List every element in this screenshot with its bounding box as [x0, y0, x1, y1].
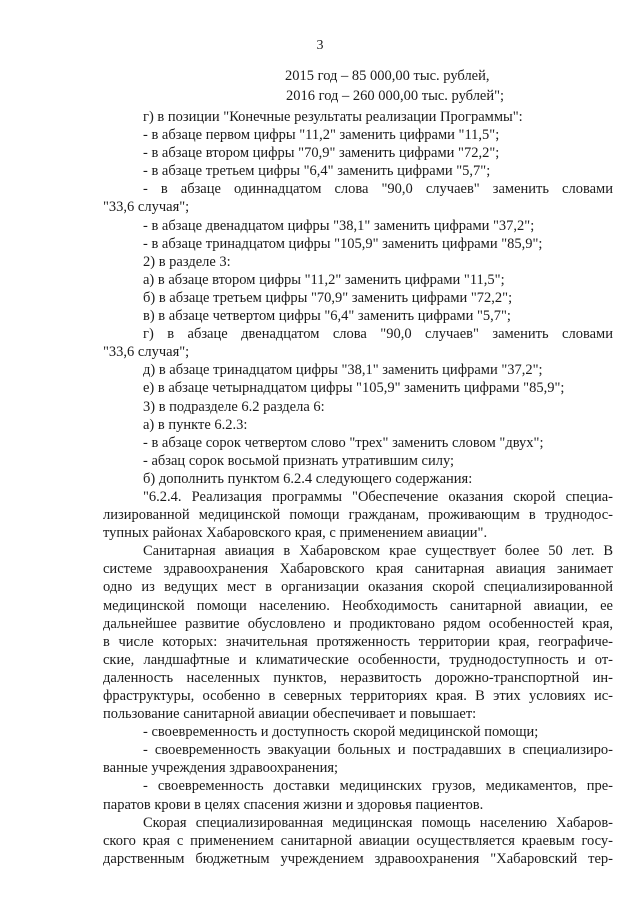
text-line: в) в абзаце четвертом цифры "6,4" заменить цифрами "5,7"; — [143, 308, 511, 325]
text-line: в числе которых: значительная протяженность территории края, географиче- — [103, 633, 613, 650]
text-line: "33,6 случая"; — [103, 199, 190, 216]
text-line: лизированной медицинской помощи гражданам, проживающим в труднодос- — [103, 507, 613, 524]
text-line: Скорая специализированная медицинская помощь населению Хабаров- — [143, 814, 613, 831]
text-line: - в абзаце двенадцатом цифры "38,1" заменить цифрами "37,2"; — [143, 217, 535, 234]
text-line: "33,6 случая"; — [103, 344, 190, 361]
text-line: дальнейшее развитие обусловлено и продиктовано рядом особенностей края, — [103, 615, 613, 632]
text-line: 3) в подразделе 6.2 раздела 6: — [143, 398, 325, 415]
text-line: - абзац сорок восьмой признать утратившим силу; — [143, 452, 455, 469]
text-line: 2) в разделе 3: — [143, 253, 231, 270]
text-line: е) в абзаце четырнадцатом цифры "105,9" заменить цифрами "85,9"; — [143, 380, 565, 397]
text-line: - в абзаце одиннадцатом слова "90,0 случаев" заменить словами — [143, 181, 613, 198]
text-line: системе здравоохранения Хабаровского края санитарная авиация занимает — [103, 561, 613, 578]
text-line: тупных районах Хабаровского края, с применением авиации". — [103, 525, 488, 542]
text-line: "6.2.4. Реализация программы "Обеспечение оказания скорой специа- — [143, 488, 613, 505]
text-line: Санитарная авиация в Хабаровском крае существует более 50 лет. В — [143, 543, 613, 560]
text-line: - своевременность и доступность скорой медицинской помощи; — [143, 724, 539, 741]
text-line: а) в абзаце втором цифры "11,2" заменить цифрами "11,5"; — [143, 271, 505, 288]
text-line: - своевременность доставки медицинских грузов, медикаментов, пре- — [143, 778, 613, 795]
text-line: даленность населенных пунктов, неразвитость дорожно-транспортной ин- — [103, 669, 613, 686]
text-line: б) дополнить пунктом 6.2.4 следующего содержания: — [143, 470, 473, 487]
text-line: г) в абзаце двенадцатом слова "90,0 случаев" заменить словами — [143, 326, 613, 343]
text-line: ского края с применением санитарной авиации осуществляется краевым госу- — [103, 832, 613, 849]
funding-line-2016: 2016 год – 260 000,00 тыс. рублей"; — [286, 88, 505, 104]
text-line: фраструктуры, особенно в северных территориях края. В этих условиях ис- — [103, 688, 613, 704]
text-line: б) в абзаце третьем цифры "70,9" заменить цифрами "72,2"; — [143, 289, 513, 306]
text-line: - в абзаце первом цифры "11,2" заменить цифрами "11,5"; — [143, 127, 500, 144]
text-line: медицинской помощи населению. Необходимость санитарной авиации, ее — [103, 597, 613, 614]
text-line: - своевременность эвакуации больных и пострадавших в специализиро- — [143, 742, 613, 759]
text-line: - в абзаце третьем цифры "6,4" заменить цифрами "5,7"; — [143, 163, 491, 180]
funding-line-2015: 2015 год – 85 000,00 тыс. рублей, — [285, 68, 490, 84]
text-line: а) в пункте 6.2.3: — [143, 416, 248, 433]
text-line: ванные учреждения здравоохранения; — [103, 760, 339, 777]
text-line: - в абзаце сорок четвертом слово "трех" заменить словом "двух"; — [143, 434, 544, 451]
text-line: ские, ландшафтные и климатические особенности, труднодоступность и от- — [103, 651, 613, 668]
text-line: паратов крови в целях спасения жизни и здоровья пациентов. — [103, 796, 484, 813]
page-number: 3 — [316, 38, 324, 53]
text-line: пользование санитарной авиации обеспечивает и повышает: — [103, 706, 477, 723]
text-line: одно из ведущих мест в организации оказания скорой специализированной — [103, 579, 613, 596]
text-line: д) в абзаце тринадцатом цифры "38,1" заменить цифрами "37,2"; — [143, 362, 543, 379]
amendment-text — [103, 108, 613, 868]
text-line: г) в позиции "Конечные результаты реализации Программы": — [143, 109, 523, 125]
text-line: - в абзаце втором цифры "70,9" заменить цифрами "72,2"; — [143, 145, 500, 162]
text-line: - в абзаце тринадцатом цифры "105,9" заменить цифрами "85,9"; — [143, 235, 543, 252]
text-line: дарственным бюджетным учреждением здравоохранения "Хабаровский тер- — [103, 850, 613, 867]
funding-block — [285, 66, 504, 106]
